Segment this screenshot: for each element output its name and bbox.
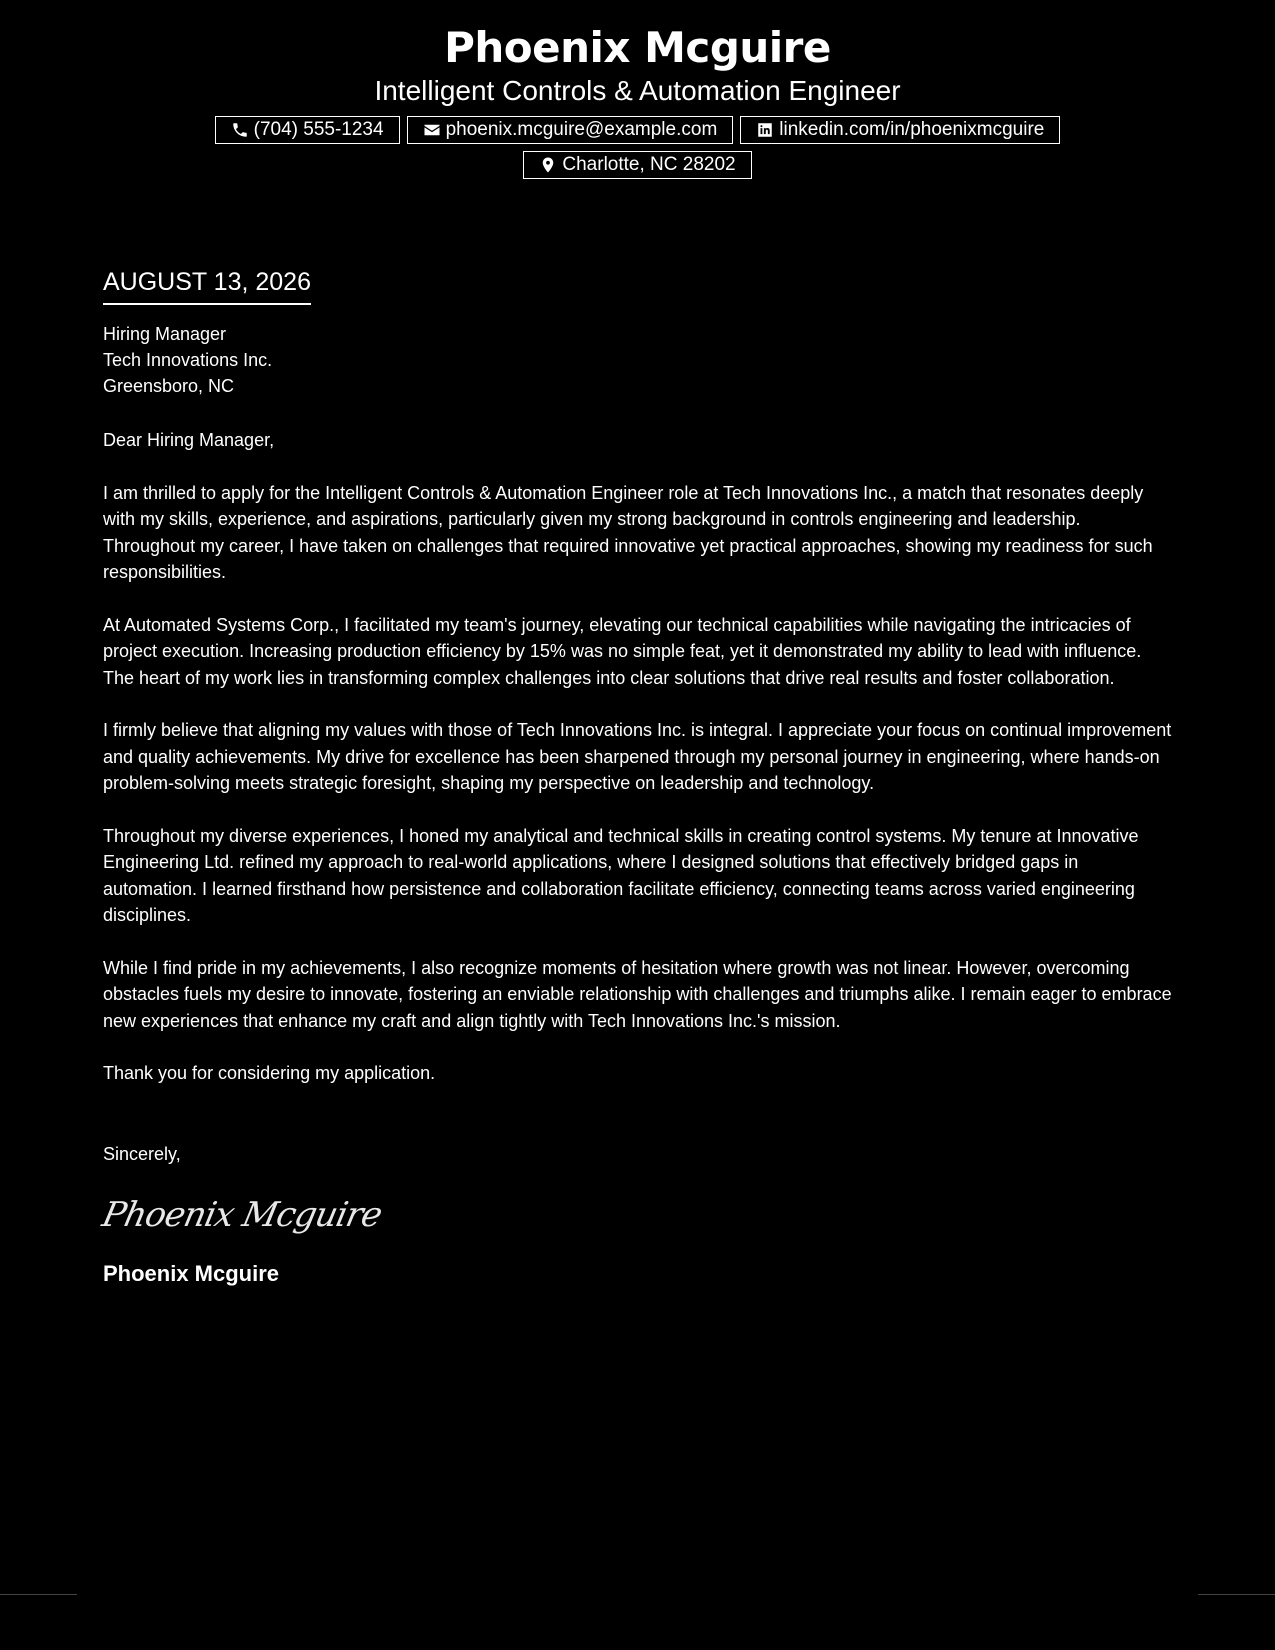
body-paragraph: I firmly believe that aligning my values with those of Tech Innovations Inc. is integral. I appreciate your focus on continual improvement and quality achievements. My drive for excellence has been sharpened through my personal journey in engineering, where hands-on problem-solving meets strategic foresight, shaping my perspective on leadership and technology.: [103, 720, 1172, 793]
contact-location[interactable]: [523, 151, 751, 179]
map-pin-icon: [539, 156, 557, 174]
contact-email-text: phoenix.mcguire@example.com: [445, 119, 718, 140]
contact-list: [188, 116, 1088, 179]
contact-phone[interactable]: [215, 116, 400, 144]
contact-phone-text: (704) 555-1234: [253, 119, 384, 140]
body-paragraph: While I find pride in my achievements, I also recognize moments of hesitation where growth was not linear. However, overcoming obstacles fuels my desire to innovate, fostering an enviable relationship with challenges and triumphs alike. I remain eager to embrace new experiences that enhance my craft and align tightly with Tech Innovations Inc.'s mission.: [103, 957, 1172, 1031]
envelope-icon: [423, 121, 441, 139]
phone-icon: [231, 121, 249, 139]
applicant-title: Intelligent Controls & Automation Engineer: [374, 75, 901, 106]
contact-linkedin-text: linkedin.com/in/phoenixmcguire: [779, 119, 1045, 140]
footer-divider-right: [1198, 1594, 1275, 1595]
letter-header: [0, 22, 1275, 179]
recipient-line: Tech Innovations Inc.: [103, 350, 273, 370]
body-paragraph: Thank you for considering my application.: [103, 1063, 436, 1083]
applicant-name: Phoenix Mcguire: [444, 23, 831, 72]
contact-linkedin[interactable]: [740, 116, 1060, 144]
contact-location-text: Charlotte, NC 28202: [562, 154, 736, 175]
linkedin-icon: [756, 121, 774, 139]
footer-divider-left: [0, 1594, 77, 1595]
salutation: Dear Hiring Manager,: [103, 430, 275, 450]
recipient-line: Greensboro, NC: [103, 376, 235, 396]
signer-name: Phoenix Mcguire: [103, 1261, 280, 1286]
body-paragraph: I am thrilled to apply for the Intelligent Controls & Automation Engineer role at Tech Innovations Inc., a match that resonates deeply with my skills, experience, and aspirations, particularly given my strong background in controls engineering and leadership. Throughout my career, I have taken on challenges that required innovative yet practical approaches, showing my readiness for such responsibilities.: [103, 482, 1153, 582]
recipient-block: [103, 321, 1173, 399]
letter-date: AUGUST 13, 2026: [103, 265, 311, 305]
body-paragraph: At Automated Systems Corp., I facilitated my team's journey, elevating our technical capabilities while navigating the intricacies of project execution. Increasing production efficiency by 15% was no simple feat, yet it demonstrated my ability to lead with influence. The heart of my work lies in transforming complex challenges into clear solutions that drive real results and foster collaboration.: [103, 614, 1142, 688]
contact-email[interactable]: [407, 116, 734, 144]
body-paragraph: Throughout my diverse experiences, I honed my analytical and technical skills in creating control systems. My tenure at Innovative Engineering Ltd. refined my approach to real-world applications, where I designed solutions that effectively bridged gaps in automation. I learned firsthand how persistence and collaboration facilitate efficiency, connecting teams across varied engineering disciplines.: [103, 825, 1139, 925]
recipient-line: Hiring Manager: [103, 324, 227, 344]
signature: Phoenix Mcguire: [98, 1195, 386, 1235]
closing: Sincerely,: [103, 1143, 181, 1164]
letter-body: [98, 265, 1173, 1289]
